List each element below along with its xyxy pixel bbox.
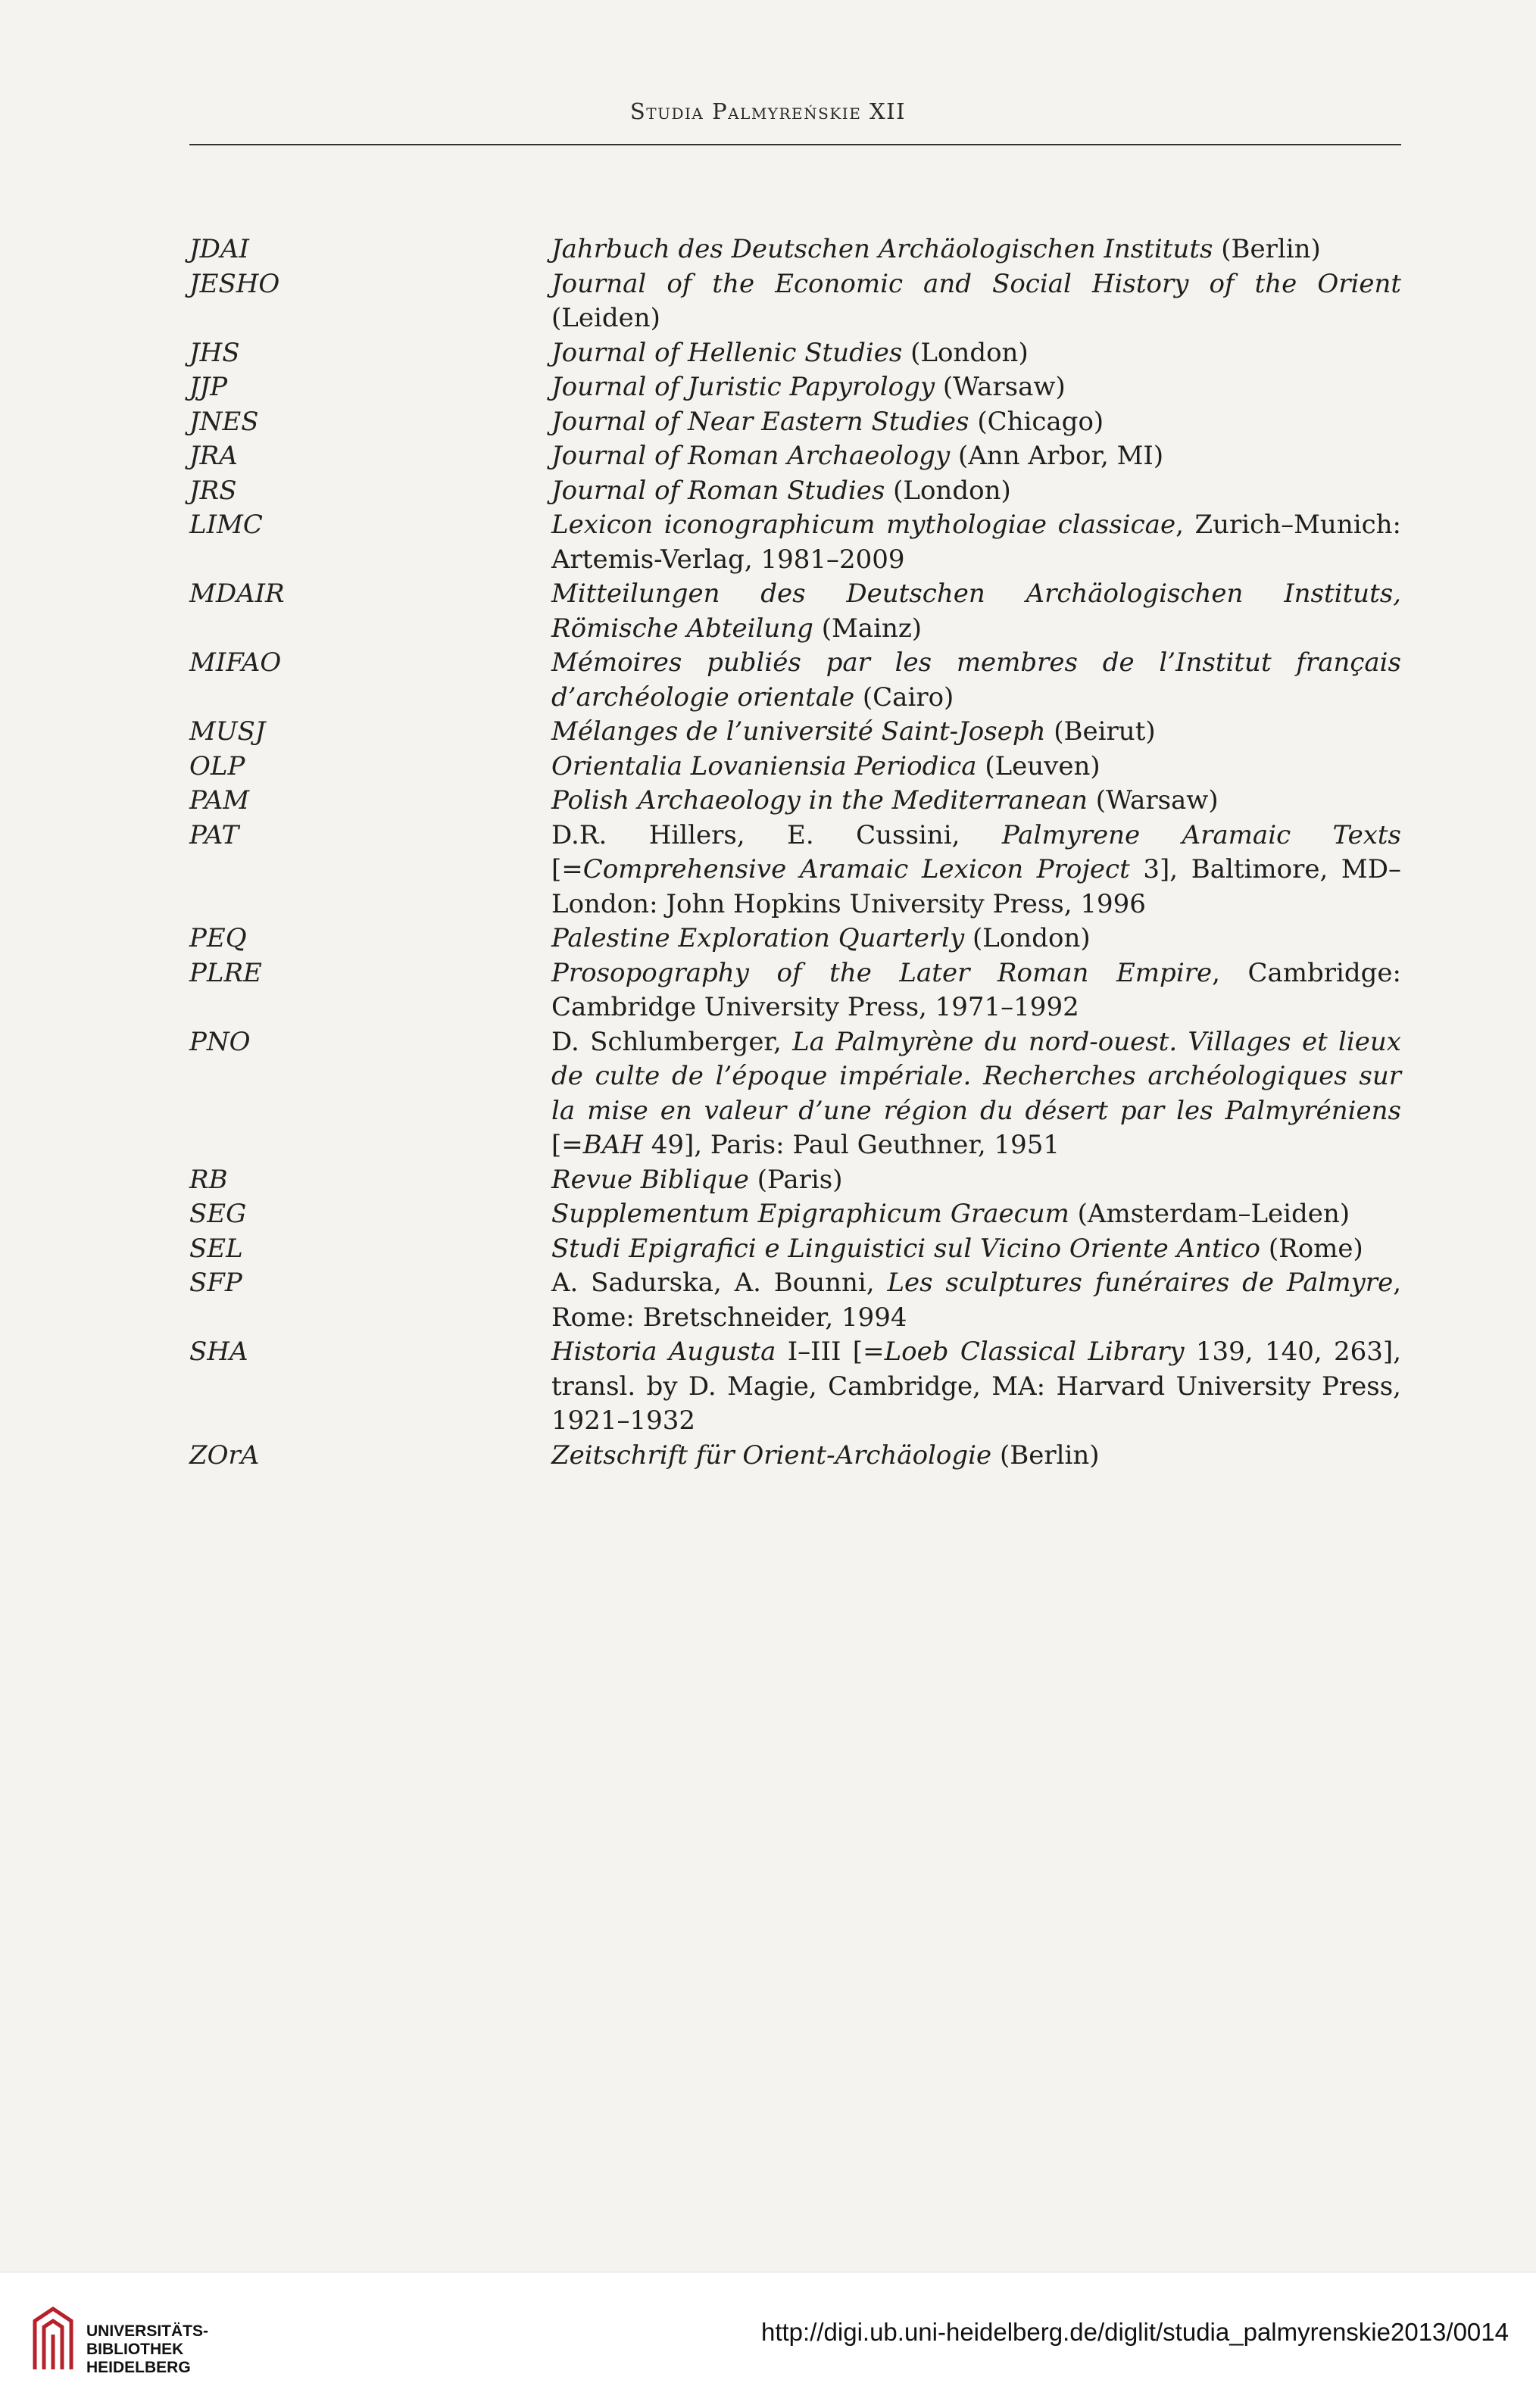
abbreviation-term: PAT	[189, 819, 239, 850]
abbreviations-list	[189, 232, 1401, 1473]
italic-title-text: Journal of Hellenic Studies	[551, 337, 903, 368]
description-text: (Berlin)	[991, 1439, 1100, 1471]
italic-title-text: BAH	[582, 1130, 643, 1160]
abbreviation-term: OLP	[189, 750, 245, 781]
description-text: , Cambridge: Cambridge University Press, 1971–1992	[551, 957, 1402, 1022]
abbreviation-entry	[189, 577, 1401, 646]
abbreviation-term: MUSJ	[189, 716, 266, 747]
abbreviation-entry	[189, 1335, 1401, 1439]
italic-title-text: Mitteilungen des Deutschen Archäologischen Instituts, Römische Abteilung	[551, 579, 1401, 644]
logo-line-3: HEIDELBERG	[86, 2359, 191, 2376]
description-text: (Ann Arbor, MI)	[950, 441, 1164, 471]
italic-title-text: Studi Epigrafici e Linguistici sul Vicino Oriente Antico	[551, 1233, 1261, 1264]
italic-title-text: Loeb Classical Library	[884, 1337, 1185, 1367]
abbreviation-entry	[189, 646, 1401, 715]
abbreviation-term: JRA	[189, 441, 238, 471]
abbreviation-description	[551, 922, 1401, 956]
description-text: D. Schlumberger,	[551, 1026, 793, 1057]
italic-title-text: Journal of Juristic Papyrology	[551, 372, 935, 402]
abbreviation-entry	[189, 715, 1401, 750]
abbreviation-term: PNO	[189, 1026, 251, 1057]
abbreviation-description	[551, 646, 1401, 715]
library-logo-text	[86, 2322, 208, 2377]
abbreviation-term: PEQ	[189, 923, 247, 953]
source-url-link[interactable]: http://digi.ub.uni-heidelberg.de/diglit/studia_palmyrenskie2013/0014	[760, 2318, 1509, 2346]
description-text: (London)	[885, 475, 1011, 506]
abbreviation-entry	[189, 1163, 1401, 1198]
italic-title-text: Revue Biblique	[551, 1164, 749, 1195]
description-text: A. Sadurska, A. Bounni,	[551, 1268, 888, 1298]
description-text: (Leuven)	[976, 750, 1100, 781]
abbreviation-term: MIFAO	[189, 647, 282, 678]
abbreviation-term: PLRE	[189, 957, 262, 988]
italic-title-text: Mélanges de l’université Saint-Joseph	[551, 716, 1046, 747]
abbreviation-entry	[189, 1266, 1401, 1335]
italic-title-text: Comprehensive Aramaic Lexicon Project	[582, 854, 1130, 884]
abbreviation-description	[551, 267, 1401, 336]
abbreviation-entry	[189, 956, 1401, 1025]
abbreviation-description	[551, 956, 1401, 1025]
abbreviation-description	[551, 819, 1401, 922]
abbreviation-description	[551, 370, 1401, 405]
abbreviation-description	[551, 474, 1401, 509]
description-text: 49], Paris: Paul Geuthner, 1951	[642, 1130, 1060, 1160]
italic-title-text: Supplementum Epigraphicum Graecum	[551, 1199, 1069, 1229]
description-text: (Mainz)	[813, 613, 923, 644]
abbreviation-description	[551, 1163, 1401, 1198]
abbreviation-term: SHA	[189, 1337, 248, 1367]
italic-title-text: Les sculptures funéraires de Palmyre	[887, 1268, 1394, 1298]
abbreviation-entry	[189, 405, 1401, 440]
abbreviation-entry	[189, 1197, 1401, 1232]
header-rule	[189, 144, 1401, 145]
abbreviation-description	[551, 715, 1401, 750]
description-text: 139, 140, 263], transl. by D. Magie, Cambridge, MA: Harvard University Press, 1921–1932	[551, 1337, 1402, 1436]
italic-title-text: Mémoires publiés par les membres de l’Institut français d’archéologie orientale	[551, 647, 1401, 713]
description-text: [=	[551, 854, 583, 884]
italic-title-text: Journal of Roman Archaeology	[551, 441, 951, 471]
abbreviation-term: SEL	[189, 1233, 243, 1264]
abbreviation-entry	[189, 232, 1401, 267]
abbreviation-entry	[189, 370, 1401, 405]
description-text: (Berlin)	[1213, 234, 1321, 264]
abbreviation-entry	[189, 336, 1401, 371]
abbreviation-term: JNES	[189, 406, 259, 437]
italic-title-text: Historia Augusta	[551, 1337, 776, 1367]
abbreviation-term: LIMC	[189, 510, 263, 540]
abbreviation-term: JHS	[189, 337, 240, 368]
description-text: (Cairo)	[854, 682, 954, 713]
description-text: (Amsterdam–Leiden)	[1069, 1199, 1350, 1229]
abbreviation-description	[551, 336, 1401, 371]
abbreviation-term: RB	[189, 1164, 228, 1195]
abbreviation-description	[551, 508, 1401, 577]
description-text: (London)	[902, 337, 1029, 368]
italic-title-text: Lexicon iconographicum mythologiae classicae	[551, 510, 1176, 540]
italic-title-text: Polish Archaeology in the Mediterranean	[551, 785, 1088, 816]
abbreviation-entry	[189, 474, 1401, 509]
abbreviation-term: ZOrA	[189, 1439, 260, 1471]
description-text: 3], Baltimore, MD–London: John Hopkins University Press, 1996	[551, 854, 1402, 919]
description-text: , Rome: Bretschneider, 1994	[551, 1268, 1401, 1333]
description-text: I–III [=	[776, 1337, 885, 1367]
italic-title-text: Palestine Exploration Quarterly	[551, 923, 965, 953]
abbreviation-entry	[189, 508, 1401, 577]
abbreviation-term: JDAI	[189, 234, 249, 264]
description-text: (Leiden)	[551, 303, 660, 333]
italic-title-text: Prosopography of the Later Roman Empire	[551, 957, 1213, 988]
abbreviation-description	[551, 1439, 1401, 1474]
abbreviation-term: PAM	[189, 785, 250, 816]
italic-title-text: Palmyrene Aramaic Texts	[1001, 819, 1401, 850]
abbreviation-term: JRS	[189, 475, 237, 506]
abbreviation-description	[551, 1232, 1401, 1267]
abbreviation-term: SFP	[189, 1268, 242, 1298]
abbreviation-description	[551, 1335, 1401, 1439]
abbreviation-entry	[189, 267, 1401, 336]
description-text: (Rome)	[1260, 1233, 1363, 1264]
description-text: (Warsaw)	[1088, 785, 1219, 816]
italic-title-text: Jahrbuch des Deutschen Archäologischen Instituts	[551, 234, 1213, 264]
abbreviation-entry	[189, 439, 1401, 474]
abbreviation-term: SEG	[189, 1199, 247, 1229]
logo-line-2: BIBLIOTHEK	[86, 2341, 184, 2358]
italic-title-text: Journal of the Economic and Social History of the Orient	[551, 268, 1401, 299]
italic-title-text: Journal of Near Eastern Studies	[551, 406, 969, 437]
italic-title-text: Journal of Roman Studies	[551, 475, 885, 506]
abbreviation-term: MDAIR	[189, 579, 285, 609]
italic-title-text: Zeitschrift für Orient-Archäologie	[551, 1439, 992, 1471]
abbreviation-description	[551, 784, 1401, 819]
abbreviation-description	[551, 232, 1401, 267]
italic-title-text: La Palmyrène du nord-ouest. Villages et lieux de culte de l’époque impériale. Recherches archéologiques sur la mise en valeur d’une région du désert par les Palmyréniens	[551, 1026, 1401, 1126]
abbreviation-description	[551, 1025, 1401, 1163]
description-text: (Warsaw)	[935, 372, 1066, 402]
abbreviation-description	[551, 1197, 1401, 1232]
footer-bar	[0, 2272, 1536, 2408]
abbreviation-entry	[189, 784, 1401, 819]
abbreviation-entry	[189, 1439, 1401, 1474]
abbreviation-description	[551, 1266, 1401, 1335]
description-text: (Beirut)	[1045, 716, 1156, 747]
description-text: (Paris)	[748, 1164, 843, 1195]
abbreviation-term: JESHO	[189, 268, 280, 299]
description-text: (Chicago)	[969, 406, 1104, 437]
running-head: Studia Palmyreńskie XII	[629, 98, 907, 124]
logo-line-1: UNIVERSITÄTS-	[86, 2322, 209, 2340]
abbreviation-description	[551, 439, 1401, 474]
italic-title-text: Orientalia Lovaniensia Periodica	[551, 750, 977, 781]
description-text: (London)	[964, 923, 1091, 953]
abbreviation-entry	[189, 750, 1401, 784]
abbreviation-description	[551, 577, 1401, 646]
library-logo-icon	[29, 2304, 77, 2372]
abbreviation-entry	[189, 922, 1401, 956]
description-text: , Zurich–Munich: Artemis-Verlag, 1981–2009	[551, 510, 1401, 575]
abbreviation-entry	[189, 1232, 1401, 1267]
description-text: D.R. Hillers, E. Cussini,	[551, 819, 1002, 850]
abbreviation-description	[551, 405, 1401, 440]
abbreviation-description	[551, 750, 1401, 784]
abbreviation-entry	[189, 1025, 1401, 1163]
description-text: [=	[551, 1130, 583, 1160]
abbreviation-entry	[189, 819, 1401, 922]
abbreviation-term: JJP	[189, 372, 228, 402]
